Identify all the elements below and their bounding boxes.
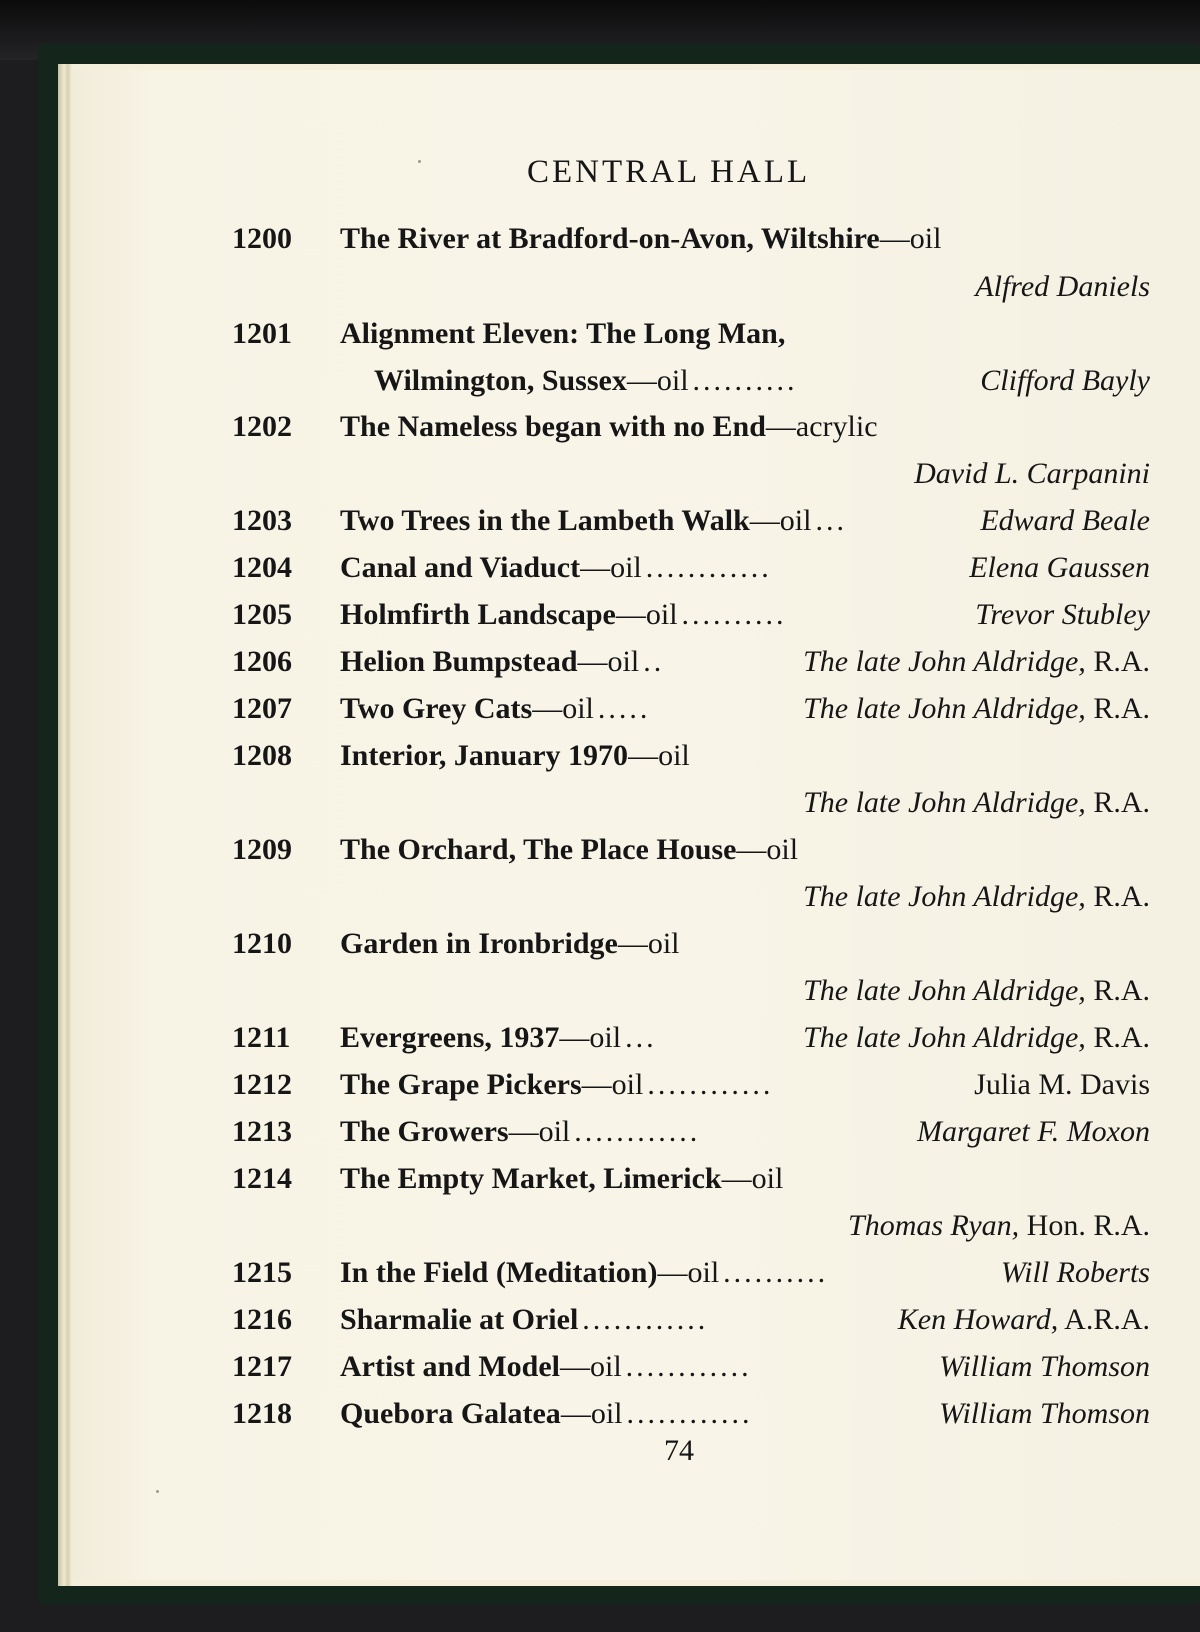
dot-leader: ... bbox=[815, 504, 847, 537]
entry-1217 bbox=[72, 1344, 1200, 1390]
dot-leader: ............ bbox=[582, 1303, 709, 1336]
entry-artist-suffix: R.A. bbox=[1085, 786, 1150, 819]
entry-1204 bbox=[72, 545, 1200, 591]
entry-medium: —oil bbox=[721, 1162, 784, 1195]
entry-title: Sharmalie at Oriel bbox=[340, 1303, 579, 1336]
entry-medium: —oil bbox=[628, 739, 690, 772]
entry-artist-suffix: R.A. bbox=[1085, 645, 1150, 678]
entry-title: Canal and Viaduct bbox=[340, 551, 581, 584]
entry-title: The Growers bbox=[340, 1115, 509, 1148]
entry-1205 bbox=[72, 592, 1200, 638]
entry-artist: Alfred Daniels bbox=[975, 270, 1150, 303]
entry-artist: Thomas Ryan, bbox=[848, 1209, 1020, 1242]
entry-title: Artist and Model bbox=[340, 1350, 560, 1383]
entry-artist: Trevor Stubley bbox=[975, 598, 1150, 631]
entry-medium: —oil bbox=[626, 364, 689, 397]
entry-1210 bbox=[72, 921, 1200, 967]
entry-artist-suffix: Hon. R.A. bbox=[1019, 1209, 1150, 1242]
dot-leader: ............ bbox=[625, 1350, 752, 1383]
entry-artist: Elena Gaussen bbox=[969, 551, 1150, 584]
entry-medium: —acrylic bbox=[765, 410, 878, 443]
entry-medium: —oil bbox=[532, 692, 594, 725]
entry-medium: —oil bbox=[736, 833, 799, 866]
entry-1216 bbox=[72, 1297, 1200, 1343]
dot-leader: ............ bbox=[626, 1397, 753, 1430]
entry-artist-suffix: A.R.A. bbox=[1058, 1303, 1150, 1336]
entry-number: 1203 bbox=[232, 504, 292, 537]
entry-artist: The late John Aldridge, bbox=[803, 786, 1086, 819]
entry-1201-cont bbox=[72, 358, 1200, 404]
dot-leader: ... bbox=[625, 1021, 657, 1054]
entry-medium: —oil bbox=[580, 551, 642, 584]
entry-artist: The late John Aldridge, bbox=[803, 1021, 1086, 1054]
entry-number: 1205 bbox=[232, 598, 292, 631]
entry-number: 1213 bbox=[232, 1115, 292, 1148]
entry-title: Quebora Galatea bbox=[340, 1397, 561, 1430]
entry-artist: Ken Howard, bbox=[897, 1303, 1059, 1336]
entry-number: 1208 bbox=[232, 739, 292, 772]
entry-number: 1202 bbox=[232, 410, 292, 443]
entry-artist-suffix: R.A. bbox=[1085, 1021, 1150, 1054]
entry-number: 1212 bbox=[232, 1068, 292, 1101]
entry-title: Garden in Ironbridge bbox=[340, 927, 618, 960]
entry-title: Evergreens, 1937 bbox=[340, 1021, 560, 1054]
entry-artist-suffix: R.A. bbox=[1085, 880, 1150, 913]
entry-1212 bbox=[72, 1062, 1200, 1108]
entry-number: 1206 bbox=[232, 645, 292, 678]
entry-artist: Margaret F. Moxon bbox=[916, 1115, 1150, 1148]
dot-leader: .......... bbox=[692, 364, 798, 397]
dot-leader: ..... bbox=[597, 692, 651, 725]
entry-1201 bbox=[72, 311, 1200, 357]
entry-title: Two Grey Cats bbox=[340, 692, 533, 725]
entry-medium: —oil bbox=[560, 1350, 622, 1383]
dot-leader: .......... bbox=[681, 598, 787, 631]
entry-artist: Clifford Bayly bbox=[980, 364, 1150, 397]
entry-title: The River at Bradford-on-Avon, Wiltshire bbox=[340, 222, 880, 255]
entry-number: 1216 bbox=[232, 1303, 292, 1336]
entry-title: Interior, January 1970 bbox=[340, 739, 629, 772]
entry-1202 bbox=[72, 404, 1200, 450]
entry-title: Holmfirth Landscape bbox=[340, 598, 616, 631]
entry-medium: —oil bbox=[508, 1115, 571, 1148]
entry-artist: The late John Aldridge, bbox=[803, 645, 1086, 678]
entry-1200 bbox=[72, 216, 1200, 262]
entry-title: Helion Bumpstead bbox=[340, 645, 578, 678]
entry-medium: —oil bbox=[581, 1068, 644, 1101]
entry-artist: Will Roberts bbox=[1000, 1256, 1150, 1289]
paper-speck bbox=[156, 1490, 159, 1493]
entry-artist: Edward Beale bbox=[980, 504, 1150, 537]
entry-title: The Grape Pickers bbox=[340, 1068, 582, 1101]
dot-leader: .......... bbox=[723, 1256, 829, 1289]
entry-number: 1209 bbox=[232, 833, 292, 866]
entry-artist: The late John Aldridge, bbox=[803, 880, 1086, 913]
entry-title: The Nameless began with no End bbox=[340, 410, 766, 443]
entry-1214 bbox=[72, 1156, 1200, 1202]
entry-number: 1217 bbox=[232, 1350, 292, 1383]
entry-artist-suffix: R.A. bbox=[1085, 692, 1150, 725]
entry-medium: —oil bbox=[559, 1021, 622, 1054]
entry-medium: —oil bbox=[560, 1397, 623, 1430]
entry-1209 bbox=[72, 827, 1200, 873]
entry-medium: —oil bbox=[749, 504, 812, 537]
entry-1208 bbox=[72, 733, 1200, 779]
entry-1208-artist-line bbox=[72, 780, 1200, 826]
entry-number: 1214 bbox=[232, 1162, 292, 1195]
catalogue-page bbox=[72, 70, 1200, 1580]
entry-medium: —oil bbox=[657, 1256, 720, 1289]
entry-number: 1215 bbox=[232, 1256, 292, 1289]
entry-number: 1204 bbox=[232, 551, 292, 584]
entry-artist: The late John Aldridge, bbox=[803, 974, 1086, 1007]
entry-1206 bbox=[72, 639, 1200, 685]
section-title: CENTRAL HALL bbox=[527, 154, 811, 190]
entry-medium: —oil bbox=[577, 645, 640, 678]
dot-leader: .. bbox=[643, 645, 665, 678]
entry-1200-artist-line bbox=[72, 264, 1200, 310]
entry-1202-artist-line bbox=[72, 451, 1200, 497]
entry-1218 bbox=[72, 1391, 1200, 1437]
entry-artist: David L. Carpanini bbox=[914, 457, 1150, 490]
entry-title: Alignment Eleven: The Long Man, bbox=[340, 317, 786, 350]
entry-number: 1200 bbox=[232, 222, 292, 255]
dot-leader: ............ bbox=[645, 551, 772, 584]
entry-1207 bbox=[72, 686, 1200, 732]
entry-1210-artist-line bbox=[72, 968, 1200, 1014]
entry-1215 bbox=[72, 1250, 1200, 1296]
entry-1209-artist-line bbox=[72, 874, 1200, 920]
entry-artist: The late John Aldridge, bbox=[803, 692, 1086, 725]
entry-1214-artist-line bbox=[72, 1203, 1200, 1249]
entry-1203 bbox=[72, 498, 1200, 544]
entry-title: In the Field (Meditation) bbox=[340, 1256, 658, 1289]
entry-number: 1210 bbox=[232, 927, 292, 960]
entry-number: 1211 bbox=[232, 1021, 291, 1054]
entry-number: 1201 bbox=[232, 317, 292, 350]
entry-title: Two Trees in the Lambeth Walk bbox=[340, 504, 750, 537]
paper-speck bbox=[418, 160, 421, 163]
entry-artist: William Thomson bbox=[939, 1350, 1150, 1383]
entry-artist: William Thomson bbox=[939, 1397, 1150, 1430]
entry-1213 bbox=[72, 1109, 1200, 1155]
dot-leader: ............ bbox=[574, 1115, 701, 1148]
dot-leader: ............ bbox=[647, 1068, 774, 1101]
entry-title: The Empty Market, Limerick bbox=[340, 1162, 722, 1195]
entry-number: 1207 bbox=[232, 692, 292, 725]
entry-number: 1218 bbox=[232, 1397, 292, 1430]
entry-artist-suffix: R.A. bbox=[1085, 974, 1150, 1007]
entry-medium: —oil bbox=[879, 222, 942, 255]
entry-medium: —oil bbox=[617, 927, 680, 960]
entry-1211 bbox=[72, 1015, 1200, 1061]
entry-artist: Julia M. Davis bbox=[974, 1068, 1150, 1101]
entry-title-continued: Wilmington, Sussex bbox=[374, 364, 627, 397]
entry-title: The Orchard, The Place House bbox=[340, 833, 737, 866]
page-number: 74 bbox=[664, 1434, 694, 1467]
entry-medium: —oil bbox=[615, 598, 678, 631]
